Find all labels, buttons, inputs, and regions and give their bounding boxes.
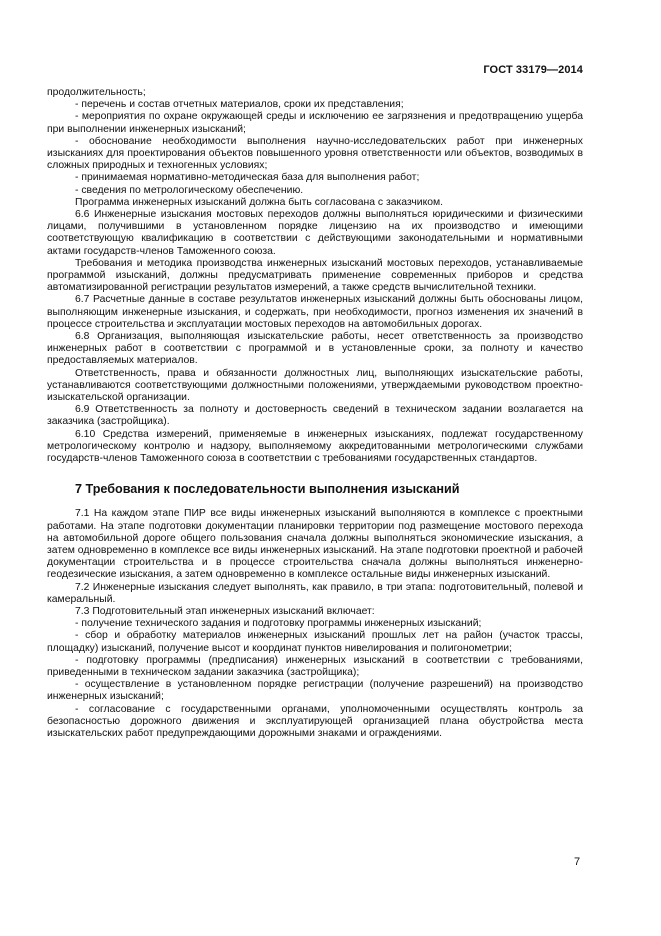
- paragraph: 7.3 Подготовительный этап инженерных изысканий включает:: [75, 605, 375, 617]
- paragraph: продолжительность;: [47, 87, 146, 98]
- paragraph: - согласование с государственными органами, уполномоченными осуществлять контроль за безопасностью дорожного движения и эксплуатирующей организацией плана обустройства места изыскательских работ предупреждающими дорожными знаками и ограждениями.: [47, 703, 583, 739]
- paragraph: Программа инженерных изысканий должна быть согласована с заказчиком.: [75, 196, 444, 208]
- paragraph: 6.10 Средства измерений, применяемые в инженерных изысканиях, подлежат государственному метрологическому контролю и надзору, выполняемому аккредитованными метрологическими службами государств-членов Таможенного союза в соответствии с требованиями государственных стандартов.: [47, 428, 583, 465]
- paragraph: - перечень и состав отчетных материалов, сроки их представления;: [75, 99, 404, 111]
- page-content: [47, 87, 583, 740]
- page-number: 7: [574, 856, 581, 868]
- paragraphs-bottom: [47, 508, 583, 740]
- paragraph: 7.2 Инженерные изыскания следует выполнять, как правило, в три этапа: подготовительный, полевой и камеральный.: [47, 581, 583, 605]
- standard-code-header: ГОСТ 33179—2014: [483, 64, 583, 76]
- paragraph: 7.1 На каждом этапе ПИР все виды инженерных изысканий выполняются в комплексе с проектными работами. На этапе подготовки документации планировки территории под размещение мостового перехода на автомобильной дороге общего пользования сначала должны выполняться экономические изыскания, а затем одновременно в комплексе все виды инженерных изысканий. На этапе подготовки проектной и рабочей документации строительства и в процессе строительства сначала должны выполняться инженерно-геодезические изыскания, а затем одновременно в комплексе остальные виды инженерных изысканий.: [47, 508, 583, 581]
- paragraph: - подготовку программы (предписания) инженерных изысканий в соответствии с требованиями, приведенными в техническом задании заказчика (застройщика);: [47, 654, 583, 678]
- section-heading: 7 Требования к последовательности выполнения изысканий: [75, 482, 460, 497]
- paragraph: 6.6 Инженерные изыскания мостовых переходов должны выполняться юридическими и физическими лицами, получившими в установленном порядке лицензию на их производство и имеющими соответствующую квалификацию в соответствии с действующими законодательными и нормативными актами государств-членов Таможенного союза.: [47, 209, 583, 257]
- paragraph: - обоснование необходимости выполнения научно-исследовательских работ при инженерных изысканиях для проектирования объектов повышенного уровня ответственности или объектов, возводимых в сложных природных и техногенных условиях;: [47, 135, 583, 172]
- paragraph: - сбор и обработку материалов инженерных изысканий прошлых лет на район (участок трассы, площадку) изысканий, получение высот и координат пунктов нивелирования и полигонометрии;: [47, 630, 583, 654]
- paragraph: Ответственность, права и обязанности должностных лиц, выполняющих изыскательские работы, устанавливаются соответствующими должностными положениями, утверждаемыми руководством проектно-изыскательской организации.: [47, 367, 583, 404]
- paragraph: 6.8 Организация, выполняющая изыскательские работы, несет ответственность за производство инженерных работ в соответствии с программой и в установленные сроки, за полноту и качество предоставляемых материалов.: [47, 331, 583, 367]
- paragraph: - принимаемая нормативно-методическая база для выполнения работ;: [75, 172, 420, 184]
- paragraph: 6.7 Расчетные данные в составе результатов инженерных изысканий должны быть обоснованы лицом, выполняющим инженерные изыскания, и содержать, при необходимости, прогноз изменения их значений в процессе строительства и эксплуатации мостовых переходов на автомобильных дорогах.: [47, 294, 583, 330]
- paragraph: - сведения по метрологическому обеспечению.: [75, 184, 304, 196]
- paragraph: - получение технического задания и подготовку программы инженерных изысканий;: [75, 618, 482, 630]
- paragraph: 6.9 Ответственность за полноту и достоверность сведений в техническом задании возлагается на заказчика (застройщика).: [47, 404, 583, 428]
- paragraphs-top: [47, 87, 583, 465]
- paragraph: - осуществление в установленном порядке регистрации (получение разрешений) на производство инженерных изысканий;: [47, 679, 583, 703]
- paragraph: Требования и методика производства инженерных изысканий мостовых переходов, устанавливаемые программой изысканий, должны предусматривать применение современных приборов и средства автоматизированной регистрации результатов измерений, а также средств вычислительной техники.: [47, 257, 583, 294]
- paragraph: - мероприятия по охране окружающей среды и исключению ее загрязнения и предотвращению ущерба при выполнении инженерных изысканий;: [47, 111, 583, 135]
